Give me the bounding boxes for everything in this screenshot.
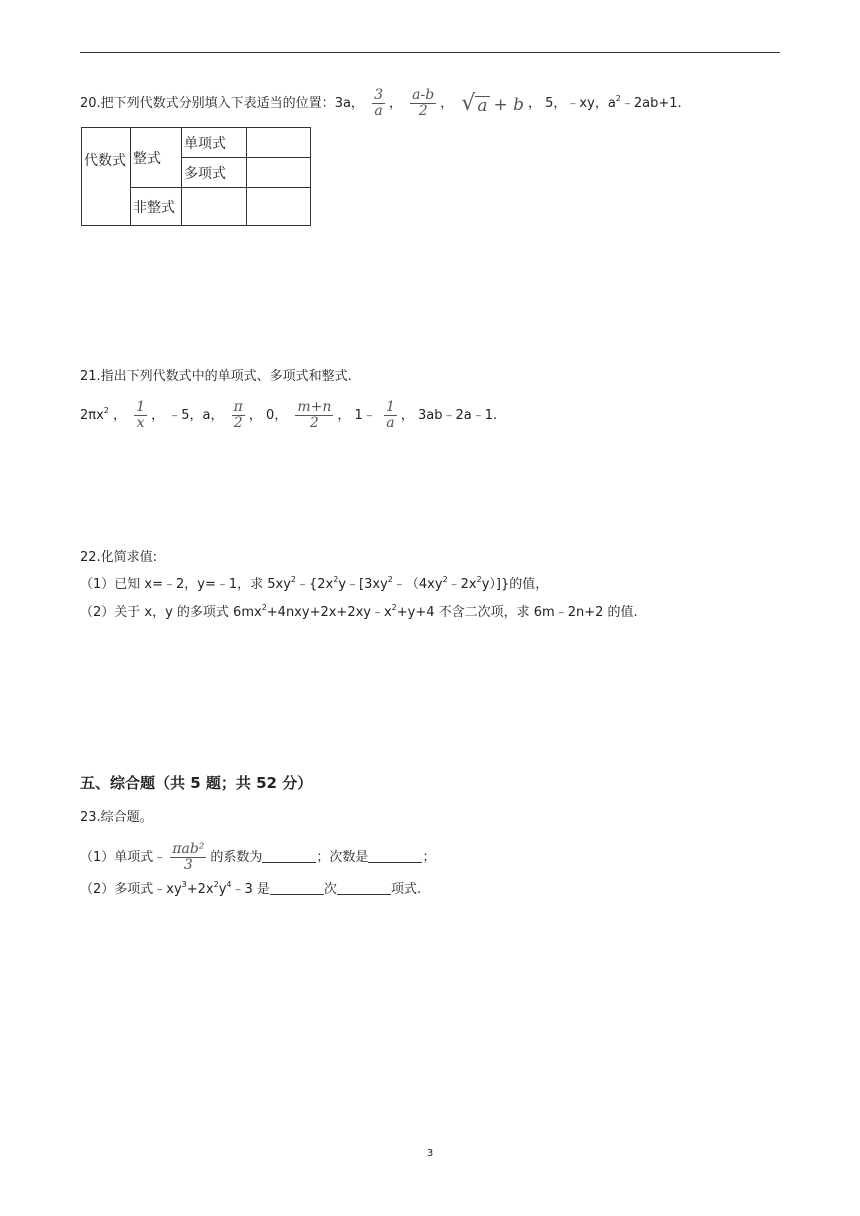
- q21-frac-pi-over-2: [232, 400, 245, 431]
- q23-frac-piab2-over-3: [170, 842, 206, 873]
- q22-part2: [80, 603, 638, 623]
- q22-part1: [80, 575, 548, 595]
- q21-t1-exponent: 2: [103, 406, 109, 415]
- frac-denominator: 3: [183, 857, 193, 873]
- q21-t5: ， 1﹣: [337, 408, 376, 423]
- answer-cell-danxiangshi[interactable]: [247, 128, 311, 158]
- answer-blank-degree[interactable]: [368, 849, 422, 863]
- exponent: 2: [387, 575, 393, 584]
- frac-denominator: 2: [309, 415, 319, 431]
- frac-numerator: 1: [136, 399, 146, 415]
- q21-stem: 21.指出下列代数式中的单项式、多项式和整式.: [80, 369, 352, 384]
- exponent: 2: [213, 880, 219, 889]
- q23-p2-text-b: +2x: [186, 882, 214, 897]
- page-number: 3: [426, 1148, 434, 1159]
- answer-blank-coefficient[interactable]: [262, 849, 316, 863]
- sqrt-plus-b: + b: [493, 94, 525, 115]
- exponent: 4: [226, 880, 232, 889]
- q23-part1: [80, 842, 435, 873]
- exponent: 2: [290, 575, 297, 584]
- cell-duoxiangshi: 多项式: [182, 158, 247, 188]
- frac-numerator: π: [233, 399, 243, 415]
- answer-cell-duoxiangshi[interactable]: [247, 158, 311, 188]
- q21-expressions: [80, 400, 497, 431]
- cell-danxiangshi: 单项式: [182, 128, 247, 158]
- frac-numerator: πab²: [172, 841, 205, 857]
- q23-p2-text-d: ﹣3 是: [231, 882, 270, 897]
- frac-denominator: a: [374, 103, 383, 119]
- q20-tail: ， 5，﹣xy，a: [528, 96, 616, 111]
- q21-frac-1-over-a: [384, 400, 397, 431]
- exponent: 2: [261, 603, 267, 612]
- exponent: 3: [181, 880, 187, 889]
- radical-sign-icon: √: [461, 90, 476, 116]
- frac-denominator: a: [386, 415, 395, 431]
- answer-blank-degree-number[interactable]: [270, 881, 324, 895]
- q21-t4: ， 0，: [248, 408, 288, 423]
- q22-p2-text-b: +4nxy+2x+2xy﹣x: [266, 605, 392, 620]
- q20-frac-amb-over-2: [410, 88, 436, 119]
- cell-daishushi: 代数式: [82, 128, 131, 226]
- answer-cell-feizhengshi-2[interactable]: [247, 188, 311, 226]
- section-five-heading: 五、综合题（共 5 题；共 52 分）: [80, 774, 313, 792]
- q20-tail-end: ﹣2ab+1.: [620, 96, 682, 111]
- q23-p2-text-c: y: [218, 882, 227, 897]
- frac-numerator: 3: [374, 87, 383, 103]
- frac-numerator: a-b: [412, 87, 435, 103]
- frac-numerator: m+n: [297, 399, 332, 415]
- exponent: 2: [476, 575, 482, 584]
- q20-classification-table: [81, 127, 311, 226]
- q22-p1-text-a: （1）已知 x=﹣2，y=﹣1，求 5xy: [80, 577, 291, 592]
- q22-p1-text-b: ﹣{2x: [296, 577, 334, 592]
- answer-cell-feizhengshi-1[interactable]: [182, 188, 247, 226]
- q20-sqrt-expr: [461, 90, 525, 116]
- q20-item-3a: 3a，: [334, 96, 364, 111]
- q22-p1-text-d: ﹣（4xy: [392, 577, 443, 592]
- q21-t6: ， 3ab﹣2a﹣1.: [400, 408, 498, 423]
- exponent: 2: [333, 575, 339, 584]
- q22-stem: 22.化简求值:: [80, 550, 158, 565]
- exponent: 2: [391, 603, 397, 612]
- q23-p1-text-c: ；次数是: [316, 850, 369, 865]
- q23-p2-text-f: 项式.: [390, 882, 422, 897]
- q22-p2-text-a: （2）关于 x，y 的多项式 6mx: [80, 605, 262, 620]
- q21-frac-1-over-x: [134, 400, 147, 431]
- header-rule: [80, 52, 780, 53]
- exponent: 2: [442, 575, 448, 584]
- q20-stem-line: 20.把下列代数式分别填入下表适当的位置：3a， $\frac{3}{a}$ ， $\frac{a-b}{2}$ ， √ a + b ， 5，﹣xy，$a^2﹣2ab+1$.: [80, 87, 682, 119]
- q23-p2-text-a: （2）多项式﹣xy: [80, 882, 182, 897]
- q23-p1-text-a: （1）单项式﹣: [80, 850, 167, 865]
- q23-p1-text-d: ；: [422, 850, 436, 865]
- q20-tail-exponent: 2: [615, 94, 621, 103]
- q21-t1: 2πx: [80, 408, 104, 423]
- q21-frac-mn-over-2: [295, 400, 333, 431]
- q20-frac-3-over-a: [372, 88, 385, 119]
- frac-denominator: x: [136, 415, 145, 431]
- frac-denominator: 2: [233, 415, 243, 431]
- frac-numerator: 1: [385, 399, 395, 415]
- q21-t3: ， ﹣5，a，: [151, 408, 224, 423]
- answer-blank-term-count[interactable]: [337, 881, 391, 895]
- cell-zhengshi: 整式: [131, 128, 182, 188]
- q22-p2-text-c: +y+4 不含二次项，求 6m﹣2n+2 的值.: [396, 605, 638, 620]
- radicand: a: [477, 95, 488, 116]
- q21-t2: ，: [108, 408, 127, 423]
- q22-p1-text-f: y）]}的值，: [481, 577, 549, 592]
- q23-part2: [80, 880, 421, 900]
- q22-p1-text-c: y﹣[3xy: [338, 577, 388, 592]
- q20-stem: 20.把下列代数式分别填入下表适当的位置：: [80, 96, 335, 111]
- q22-p1-text-e: ﹣2x: [447, 577, 477, 592]
- q23-stem: 23.综合题。: [80, 810, 153, 825]
- q23-p2-text-e: 次: [323, 882, 337, 897]
- q23-p1-text-b: 的系数为: [210, 850, 263, 865]
- cell-feizhengshi: 非整式: [131, 188, 182, 226]
- frac-denominator: 2: [418, 103, 428, 119]
